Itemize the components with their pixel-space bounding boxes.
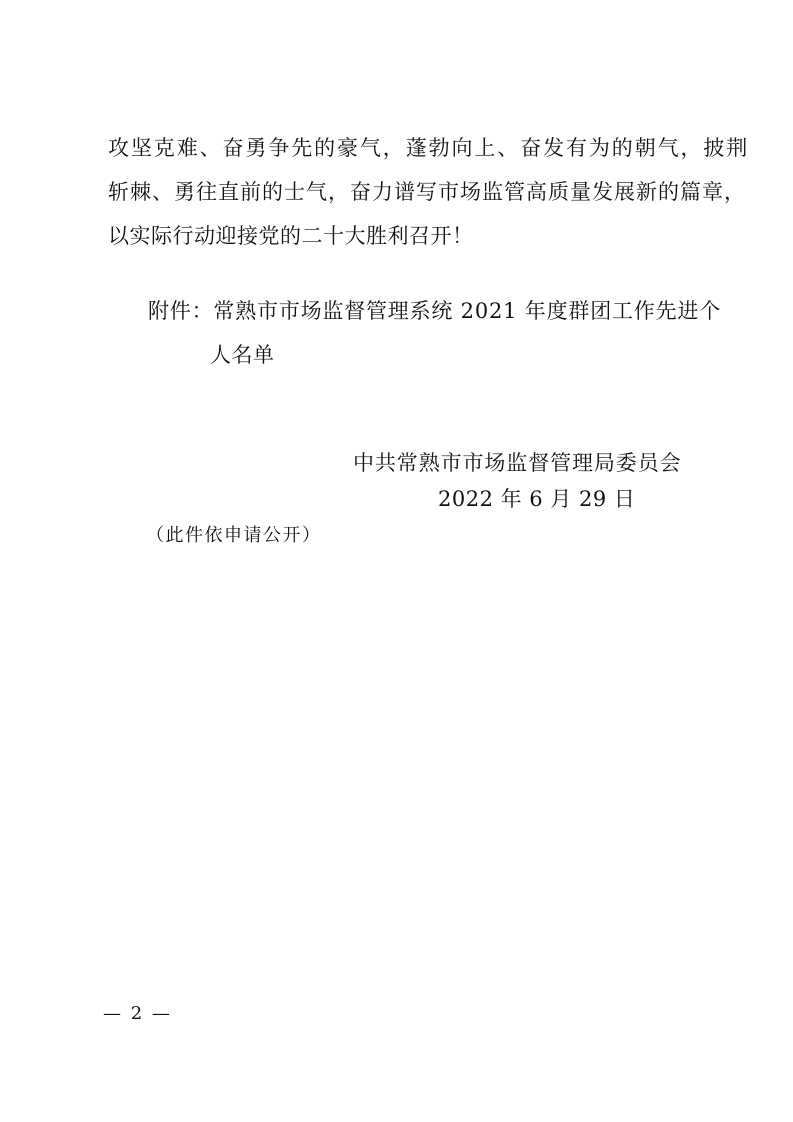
body-paragraph-line-3: 以实际行动迎接党的二十大胜利召开！ [108,224,474,248]
body-paragraph-line-2: 斩棘、勇往直前的士气，奋力谱写市场监管高质量发展新的篇章， [108,180,746,204]
page-number: — 2 — [103,1003,172,1024]
body-paragraph-line-1: 攻坚克难、奋勇争先的豪气，蓬勃向上、奋发有为的朝气，披荆 [108,136,750,160]
signature-organization: 中共常熟市市场监督管理局委员会 [353,451,682,475]
attachment-line-1: 附件：常熟市市场监督管理系统 2021 年度群团工作先进个 [148,299,721,323]
disclosure-note: （此件依申请公开） [146,525,322,546]
signature-date: 2022 年 6 月 29 日 [438,487,636,511]
attachment-line-2: 人名单 [210,343,275,367]
